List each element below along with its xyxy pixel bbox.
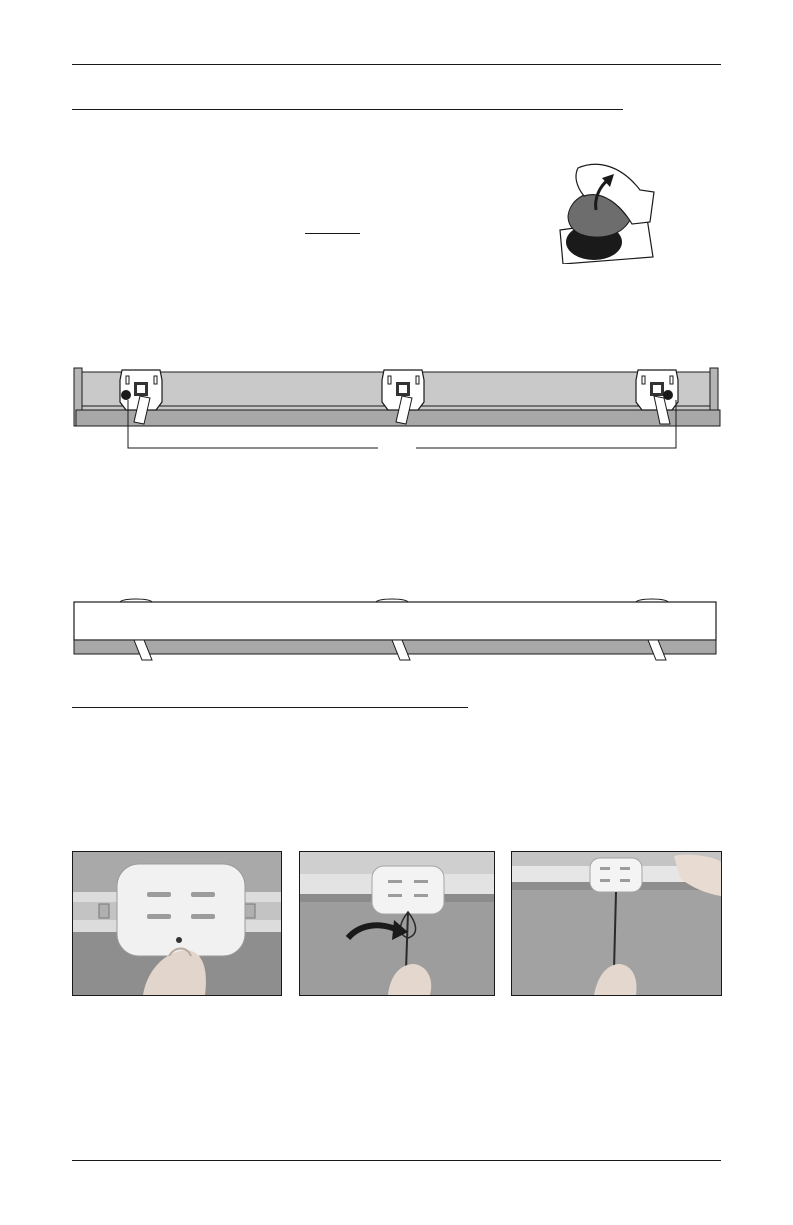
footer-rule	[72, 1160, 721, 1161]
section-heading-underline-2	[72, 707, 468, 708]
section-heading-underline	[72, 109, 623, 110]
headrail-bracket-diagram	[70, 366, 724, 452]
header-rule	[72, 64, 721, 65]
photo-wand-inserted-arrow	[299, 851, 495, 996]
emphasis-underline	[305, 233, 360, 234]
photo-wand-pulling-rail	[511, 851, 722, 996]
adhesive-pad-peel-icon	[550, 160, 665, 264]
headrail-closed-diagram	[70, 596, 724, 664]
photo-hand-below-tab	[72, 851, 282, 996]
adhesive-pad-illustration	[550, 160, 665, 264]
